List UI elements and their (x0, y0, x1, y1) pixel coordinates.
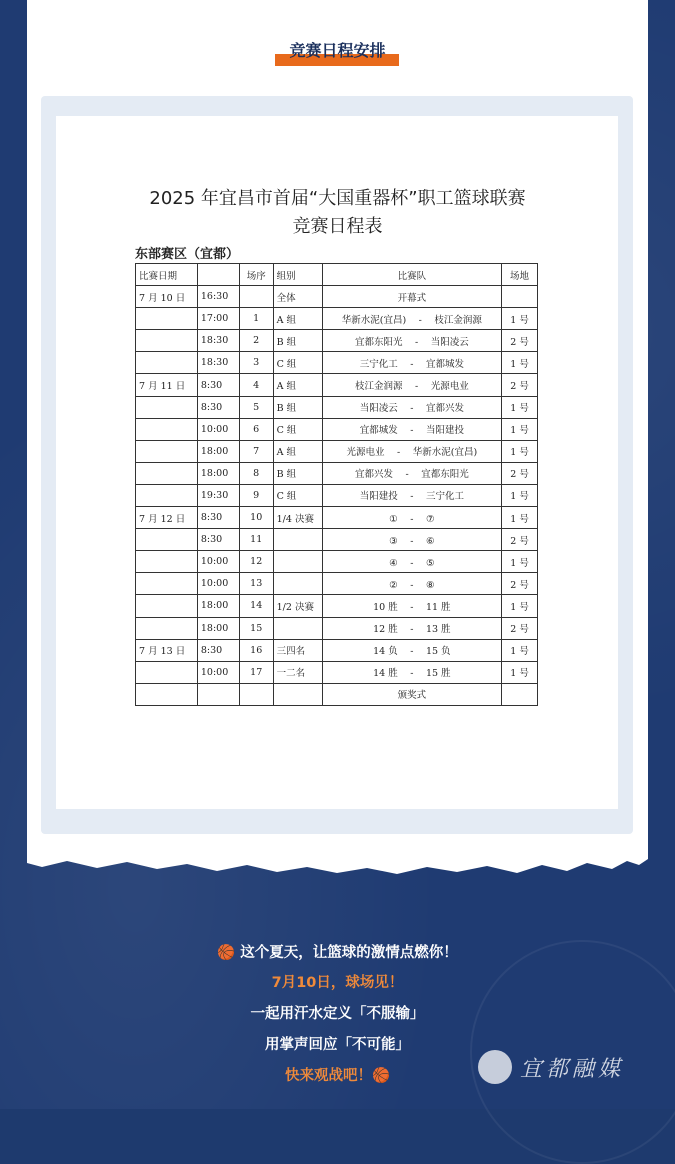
cell-venue: 1 号 (502, 639, 538, 661)
cell-time: 16:30 (197, 286, 239, 308)
cell-date (136, 551, 198, 573)
cell-venue (502, 683, 538, 705)
cell-venue: 1 号 (502, 440, 538, 462)
cell-teams: 14 胜 - 15 胜 (322, 661, 502, 683)
cell-teams: 颁奖式 (322, 683, 502, 705)
cell-venue: 1 号 (502, 507, 538, 529)
cell-venue: 2 号 (502, 617, 538, 639)
cell-no: 15 (239, 617, 273, 639)
table-row (136, 573, 538, 595)
cell-group: B 组 (273, 330, 322, 352)
cell-group: 1/4 决赛 (273, 507, 322, 529)
header-venue: 场地 (502, 264, 538, 286)
cell-group (273, 529, 322, 551)
cell-group: A 组 (273, 440, 322, 462)
cell-venue: 1 号 (502, 418, 538, 440)
cell-group: 全体 (273, 286, 322, 308)
table-row (136, 352, 538, 374)
cell-date: 7 月 13 日 (136, 639, 198, 661)
table-row (136, 374, 538, 396)
cell-group (273, 617, 322, 639)
document-title: 2025 年宜昌市首届“大国重器杯”职工篮球联赛 (149, 188, 526, 209)
cell-date (136, 396, 198, 418)
cell-venue: 1 号 (502, 352, 538, 374)
cell-teams: 12 胜 - 13 胜 (322, 617, 502, 639)
cell-no: 9 (239, 484, 273, 506)
header-time (197, 264, 239, 286)
table-row (136, 440, 538, 462)
cell-time: 8:30 (197, 639, 239, 661)
cell-no: 8 (239, 462, 273, 484)
table-row (136, 484, 538, 506)
cell-group (273, 683, 322, 705)
cell-date (136, 352, 198, 374)
cell-venue: 2 号 (502, 462, 538, 484)
cell-group: C 组 (273, 484, 322, 506)
cell-teams: 光源电业 - 华新水泥(宜昌) (322, 440, 502, 462)
table-header-row (136, 264, 538, 286)
torn-paper-edge (27, 835, 648, 885)
cell-teams: 枝江金润源 - 光源电业 (322, 374, 502, 396)
table-row (136, 396, 538, 418)
cell-no: 17 (239, 661, 273, 683)
cell-date (136, 529, 198, 551)
cell-group: B 组 (273, 396, 322, 418)
cell-no: 14 (239, 595, 273, 617)
cell-group: 1/2 决赛 (273, 595, 322, 617)
cell-date: 7 月 11 日 (136, 374, 198, 396)
cell-time: 10:00 (197, 418, 239, 440)
cell-teams: 当阳建投 - 三宁化工 (322, 484, 502, 506)
cell-teams: 宜都兴发 - 宜都东阳光 (322, 462, 502, 484)
cell-date (136, 683, 198, 705)
cell-teams: ② - ⑧ (322, 573, 502, 595)
cell-date (136, 418, 198, 440)
cell-group: C 组 (273, 418, 322, 440)
cell-teams: ① - ⑦ (322, 507, 502, 529)
cell-no: 2 (239, 330, 273, 352)
logo-text: 宜都融媒 (520, 1056, 625, 1082)
cell-date (136, 308, 198, 330)
cell-time: 8:30 (197, 507, 239, 529)
cell-venue: 2 号 (502, 374, 538, 396)
header-order: 场序 (239, 264, 273, 286)
cell-venue: 1 号 (502, 484, 538, 506)
cell-time: 18:30 (197, 352, 239, 374)
cell-venue: 2 号 (502, 529, 538, 551)
cell-no: 10 (239, 507, 273, 529)
table-row (136, 330, 538, 352)
table-row (136, 286, 538, 308)
cell-date (136, 462, 198, 484)
cell-no: 6 (239, 418, 273, 440)
cell-teams: 华新水泥(宜昌) - 枝江金润源 (322, 308, 502, 330)
cell-date (136, 573, 198, 595)
footer-line-3: 一起用汗水定义「不服输」 (250, 1006, 425, 1022)
cell-teams: 三宁化工 - 宜都城发 (322, 352, 502, 374)
cell-teams: ③ - ⑥ (322, 529, 502, 551)
cell-venue: 1 号 (502, 396, 538, 418)
cell-no (239, 683, 273, 705)
cell-teams: 开幕式 (322, 286, 502, 308)
cell-time: 10:00 (197, 661, 239, 683)
footer-line-4: 用掌声回应「不可能」 (265, 1037, 410, 1053)
cell-time: 18:00 (197, 617, 239, 639)
cell-teams: 宜都城发 - 当阳建投 (322, 418, 502, 440)
header-date: 比赛日期 (136, 264, 198, 286)
cell-teams: 宜都东阳光 - 当阳凌云 (322, 330, 502, 352)
logo-emblem-icon (478, 1050, 512, 1084)
cell-no: 3 (239, 352, 273, 374)
cell-no: 1 (239, 308, 273, 330)
table-row (136, 529, 538, 551)
table-row (136, 418, 538, 440)
cell-venue: 2 号 (502, 573, 538, 595)
cell-venue: 1 号 (502, 595, 538, 617)
cell-date (136, 595, 198, 617)
cell-date (136, 330, 198, 352)
cell-no: 16 (239, 639, 273, 661)
cell-group: B 组 (273, 462, 322, 484)
cell-date (136, 617, 198, 639)
cell-date (136, 484, 198, 506)
table-row (136, 683, 538, 705)
cell-group: A 组 (273, 374, 322, 396)
table-row (136, 308, 538, 330)
footer-line-2: 7月10日，球场见！ (271, 975, 404, 991)
cell-group: A 组 (273, 308, 322, 330)
cell-group (273, 573, 322, 595)
cell-time: 18:30 (197, 330, 239, 352)
cell-time: 17:00 (197, 308, 239, 330)
cell-teams: 10 胜 - 11 胜 (322, 595, 502, 617)
cell-no: 7 (239, 440, 273, 462)
cell-group (273, 551, 322, 573)
cell-group: 一二名 (273, 661, 322, 683)
table-row (136, 507, 538, 529)
cell-date: 7 月 12 日 (136, 507, 198, 529)
cell-time: 18:00 (197, 595, 239, 617)
cell-teams: 当阳凌云 - 宜都兴发 (322, 396, 502, 418)
table-row (136, 661, 538, 683)
media-logo (478, 1050, 624, 1084)
cell-no (239, 286, 273, 308)
footer-line-5: 快来观战吧！🏀 (284, 1068, 391, 1084)
cell-no: 5 (239, 396, 273, 418)
page-title: 竞赛日程安排 (289, 41, 386, 60)
cell-time: 18:00 (197, 440, 239, 462)
cell-date (136, 440, 198, 462)
footer-line-1: 🏀 这个夏天，让篮球的激情点燃你！ (217, 945, 458, 961)
cell-time: 8:30 (197, 529, 239, 551)
table-row (136, 551, 538, 573)
cell-time: 8:30 (197, 374, 239, 396)
cell-venue: 1 号 (502, 308, 538, 330)
region-label: 东部赛区（宜都） (135, 247, 240, 262)
cell-teams: ④ - ⑤ (322, 551, 502, 573)
cell-date (136, 661, 198, 683)
cell-venue: 1 号 (502, 551, 538, 573)
cell-no: 13 (239, 573, 273, 595)
header-teams: 比赛队 (322, 264, 502, 286)
cell-time: 8:30 (197, 396, 239, 418)
cell-venue: 1 号 (502, 661, 538, 683)
cell-time: 10:00 (197, 551, 239, 573)
cell-date: 7 月 10 日 (136, 286, 198, 308)
table-row (136, 595, 538, 617)
table-row (136, 639, 538, 661)
cell-time: 10:00 (197, 573, 239, 595)
cell-group: C 组 (273, 352, 322, 374)
cell-group: 三四名 (273, 639, 322, 661)
table-row (136, 462, 538, 484)
cell-no: 11 (239, 529, 273, 551)
cell-no: 12 (239, 551, 273, 573)
cell-time: 19:30 (197, 484, 239, 506)
table-row (136, 617, 538, 639)
cell-no: 4 (239, 374, 273, 396)
header-group: 组别 (273, 264, 322, 286)
document-subtitle: 竞赛日程表 (292, 216, 383, 237)
cell-time: 18:00 (197, 462, 239, 484)
cell-venue: 2 号 (502, 330, 538, 352)
cell-teams: 14 负 - 15 负 (322, 639, 502, 661)
schedule-table (135, 263, 538, 706)
cell-venue (502, 286, 538, 308)
cell-time (197, 683, 239, 705)
